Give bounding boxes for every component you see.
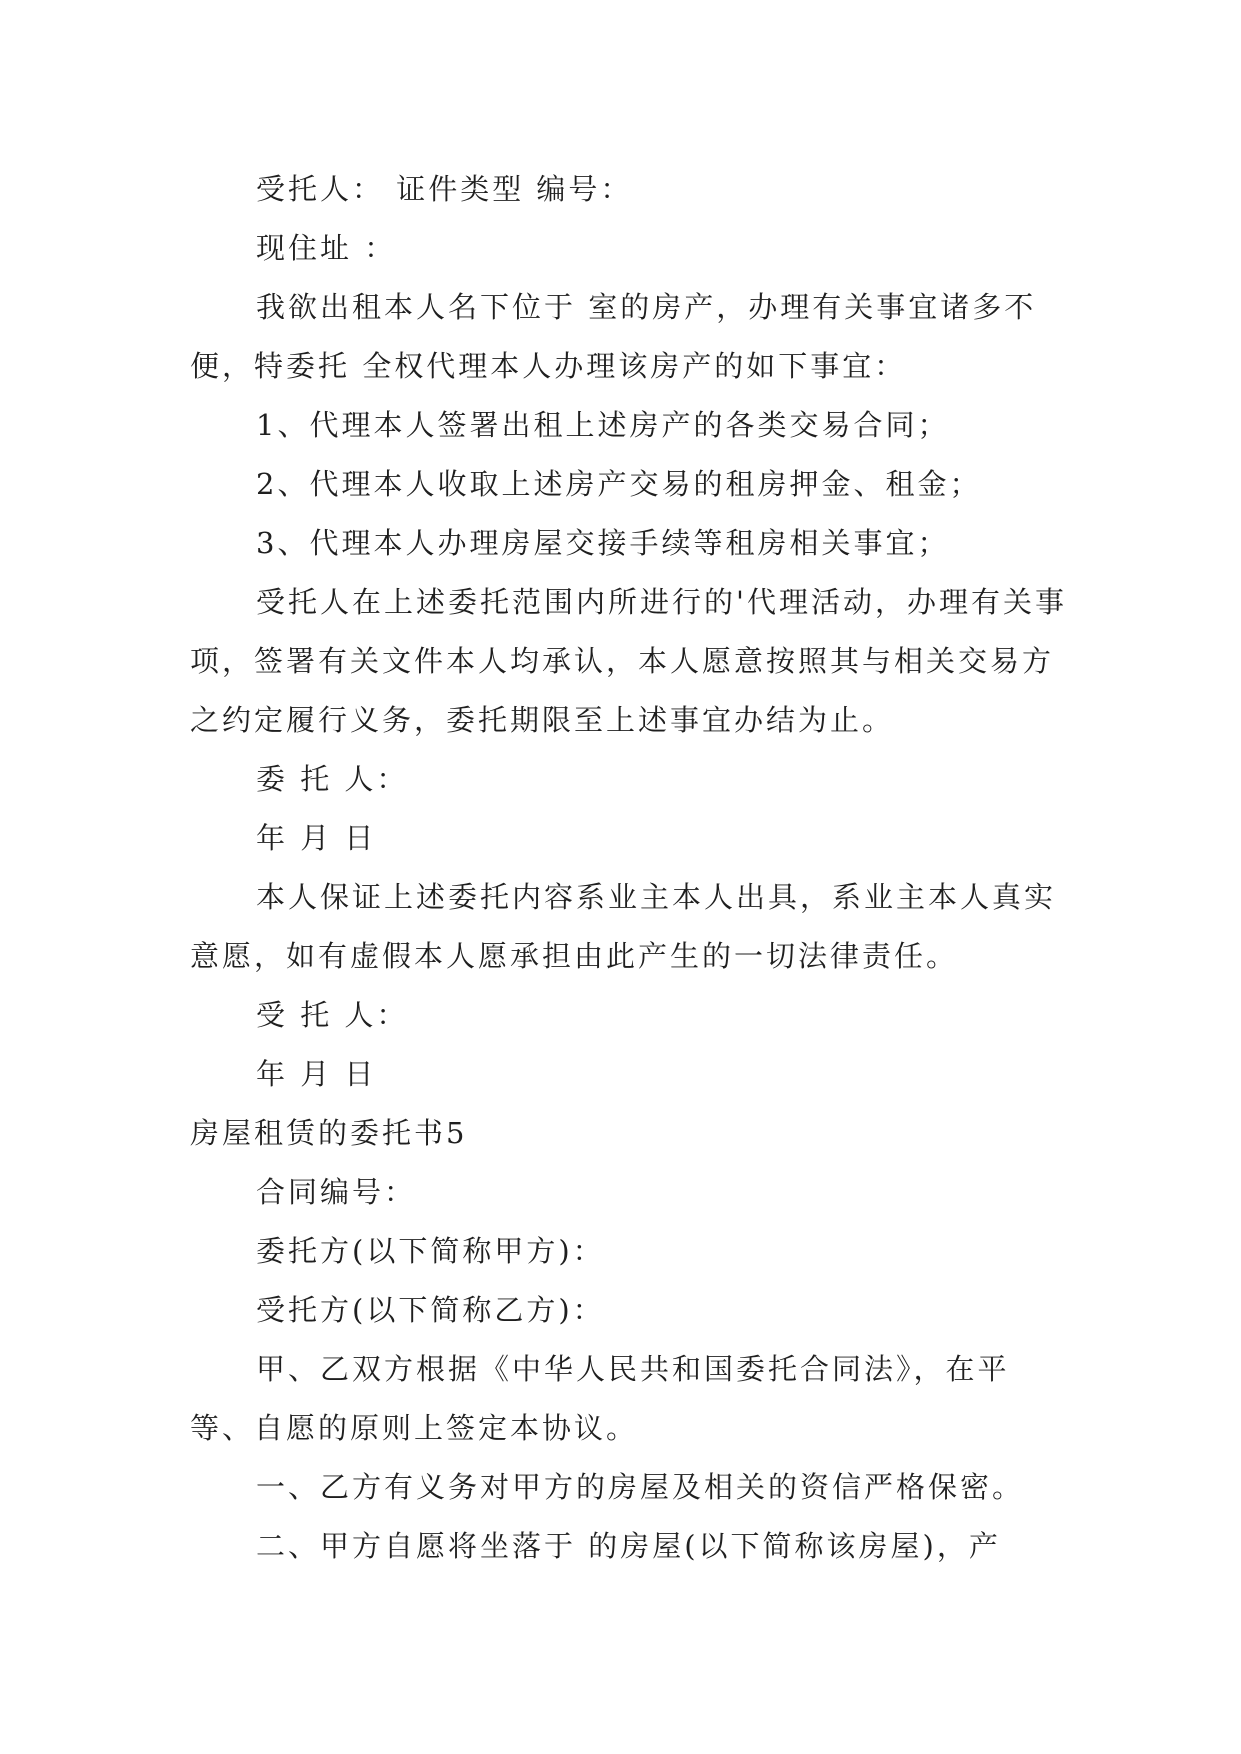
item-3: 3、代理本人办理房屋交接手续等租房相关事宜； (256, 526, 950, 560)
principal-date-label: 年 月 日 (256, 821, 377, 855)
contract-number-line: 合同编号： (256, 1175, 417, 1209)
item-2: 2、代理本人收取上述房产交易的租房押金、租金； (256, 467, 982, 501)
trustee-id-line: 受托人： 证件类型 编号： (256, 172, 633, 206)
trustee-signature-label: 受 托 人： (256, 998, 409, 1032)
section-heading: 房屋租赁的委托书5 (190, 1116, 468, 1150)
guarantee-paragraph: 本人保证上述委托内容系业主本人出具，系业主本人真实意愿，如有虚假本人愿承担由此产生的一切法律责任。 (190, 880, 1057, 973)
intent-paragraph: 我欲出租本人名下位于 室的房产，办理有关事宜诸多不便，特委托 全权代理本人办理该房产的如下事宜： (190, 290, 1037, 383)
legal-basis-paragraph: 甲、乙双方根据《中华人民共和国委托合同法》，在平等、自愿的原则上签定本协议。 (190, 1352, 1010, 1445)
acknowledgement-paragraph: 受托人在上述委托范围内所进行的'代理活动，办理有关事项，签署有关文件本人均承认，本人愿意按照其与相关交易方之约定履行义务，委托期限至上述事宜办结为止。 (190, 585, 1067, 737)
clause-2: 二、甲方自愿将坐落于 的房屋(以下简称该房屋)，产 (256, 1529, 1001, 1563)
item-1: 1、代理本人签署出租上述房产的各类交易合同； (256, 408, 950, 442)
principal-signature-label: 委 托 人： (256, 762, 409, 796)
trustee-date-label: 年 月 日 (256, 1057, 377, 1091)
document-body (190, 160, 1070, 1576)
party-b-line: 受托方(以下简称乙方)： (256, 1293, 605, 1327)
address-line: 现住址 ： (256, 231, 397, 265)
clause-1: 一、乙方有义务对甲方的房屋及相关的资信严格保密。 (256, 1470, 1025, 1504)
party-a-line: 委托方(以下简称甲方)： (256, 1234, 605, 1268)
